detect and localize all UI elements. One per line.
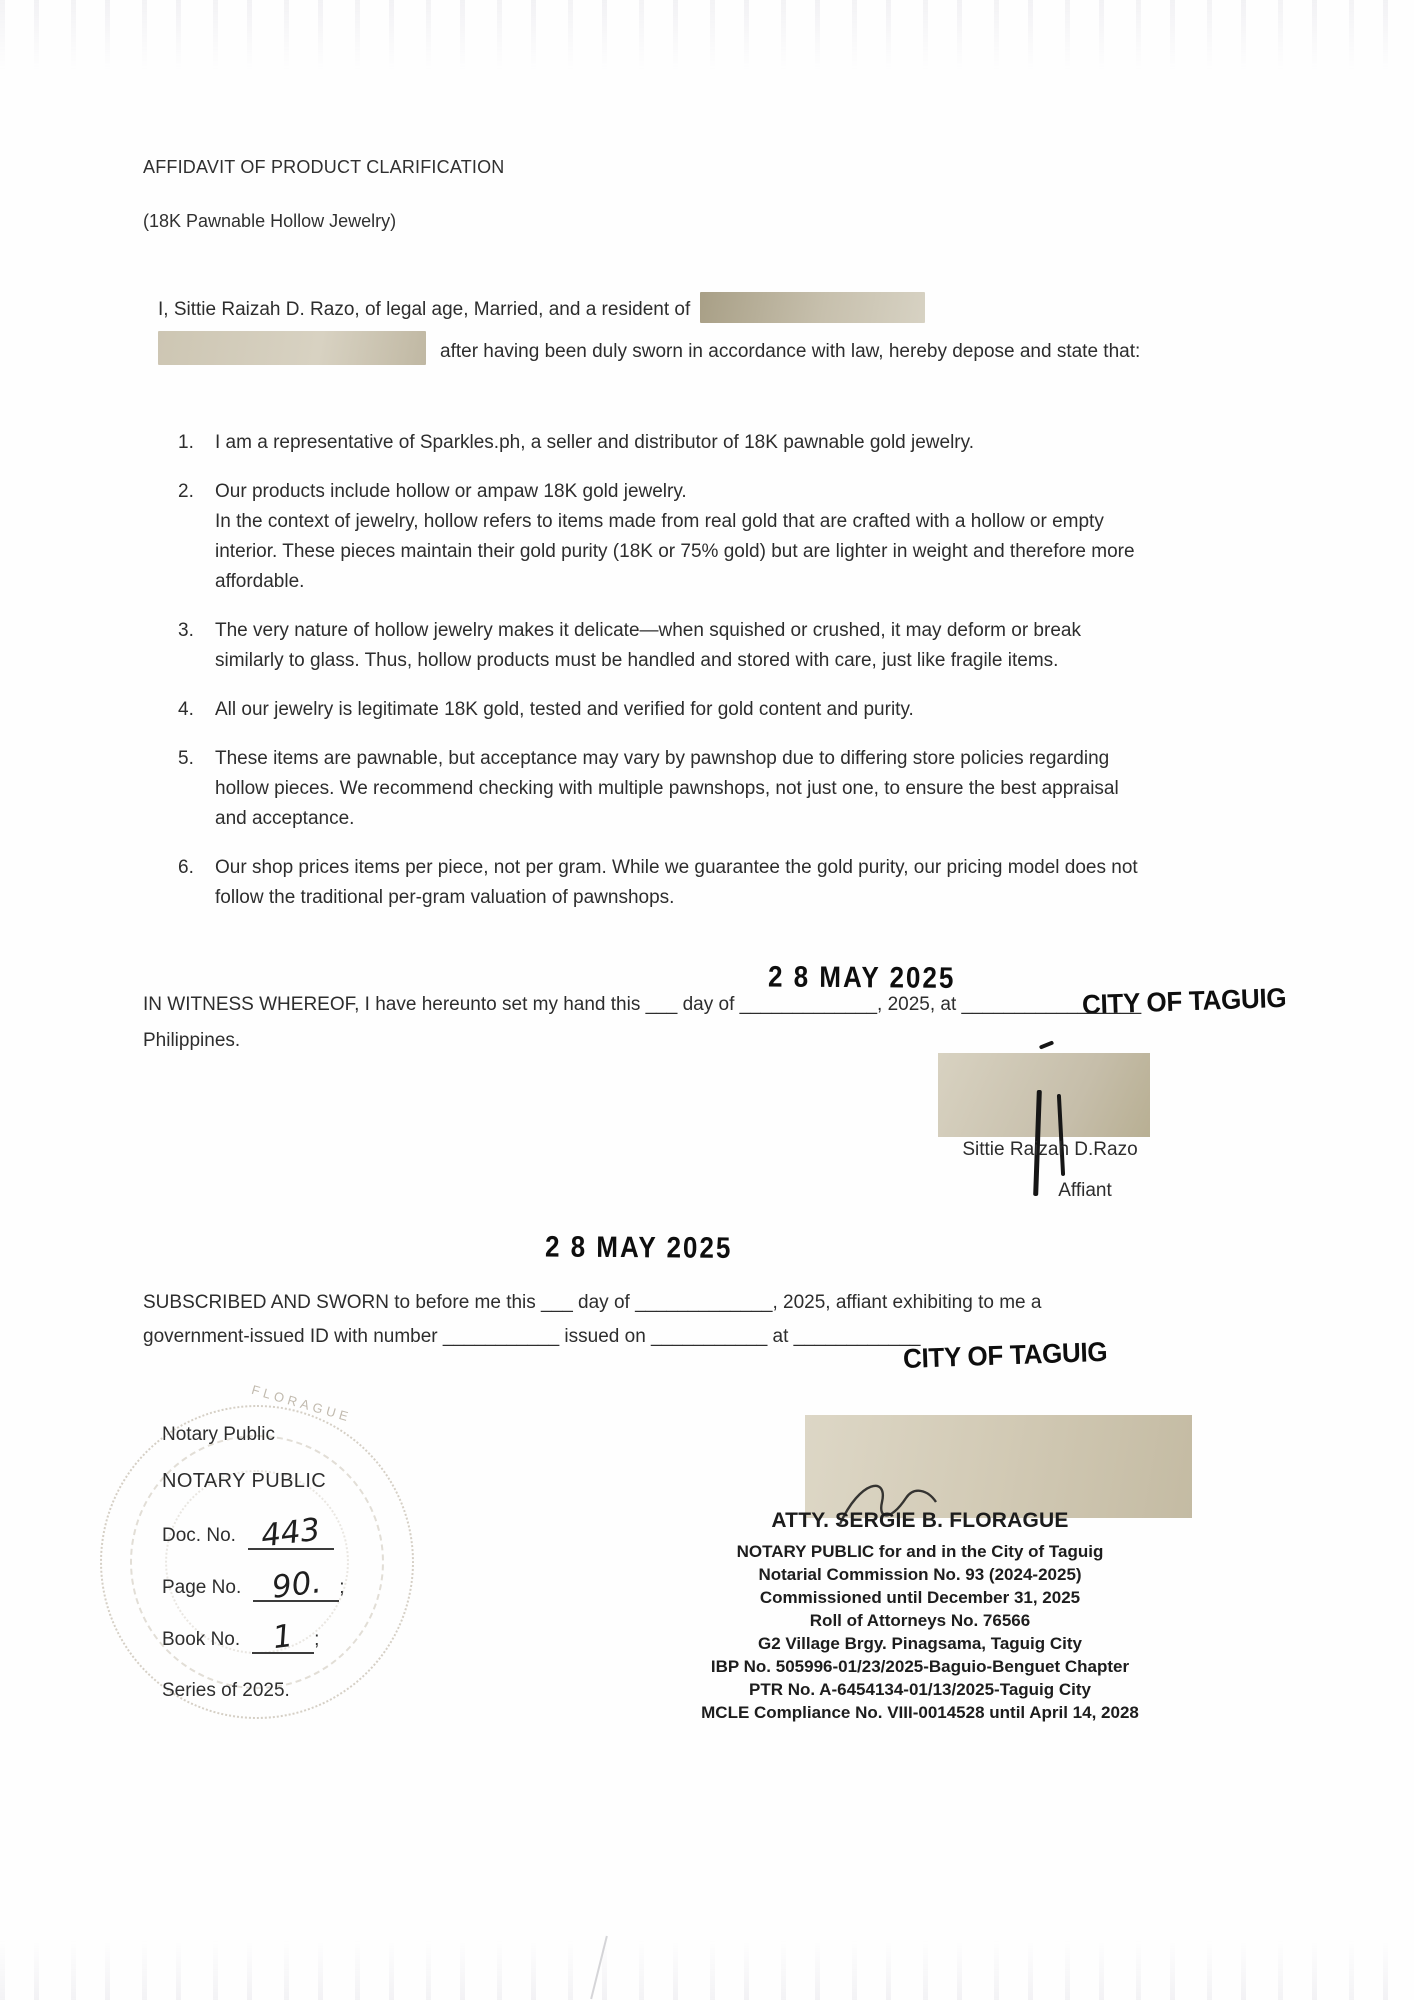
scan-scratch-mark <box>590 1936 608 2000</box>
opening-line-1 <box>158 292 1188 331</box>
book-no-suffix: ; <box>314 1629 320 1650</box>
page-no-suffix: ; <box>339 1577 345 1598</box>
opening-paragraph <box>158 292 1188 370</box>
affiant-label: Affiant <box>1058 1180 1112 1201</box>
statement-text: All our jewelry is legitimate 18K gold, tested and verified for gold content and purity. <box>215 699 914 720</box>
book-no-row <box>162 1617 320 1657</box>
opening-line-2 <box>158 331 1188 370</box>
redaction-box-address-2 <box>158 331 426 365</box>
statement-2-detail: In the context of jewelry, hollow refers to items made from real gold that are crafted with a hollow or empty interior. These pieces maintain their gold purity (18K or 75% gold) but are lighter in weight and therefore more affordable. <box>215 511 1135 592</box>
city-stamp-1: CITY OF TAGUIG <box>1081 981 1287 1021</box>
statement-5 <box>178 744 1143 834</box>
document-subtitle: (18K Pawnable Hollow Jewelry) <box>143 211 397 231</box>
statement-6 <box>178 853 1143 913</box>
affiant-name: Sittie Raizah D.Razo <box>962 1139 1138 1160</box>
notary-credential-line: G2 Village Brgy. Pinagsama, Taguig City <box>757 1634 1083 1653</box>
notary-credential-line: NOTARY PUBLIC for and in the City of Taguig <box>736 1542 1104 1561</box>
statement-text: These items are pawnable, but acceptance may vary by pawnshop due to differing store policies regarding hollow pieces. We recommend checking with multiple pawnshops, not just one, to ensure the best appraisal and acceptance. <box>215 748 1119 829</box>
statement-text: Our shop prices items per piece, not per gram. While we guarantee the gold purity, our pricing model does not follow the traditional per-gram valuation of pawnshops. <box>215 857 1138 908</box>
jurat-line-1: SUBSCRIBED AND SWORN to before me this ___ day of _____________, 2025, affiant exhibiting to me a <box>143 1292 1042 1313</box>
notary-public-small-label: Notary Public <box>162 1424 275 1445</box>
redaction-box-signature <box>938 1053 1150 1137</box>
statement-4 <box>178 695 1143 725</box>
doc-no-row <box>162 1511 334 1555</box>
scan-artifact-top <box>0 0 1414 70</box>
statement-number: 1. <box>178 432 194 453</box>
statement-text: The very nature of hollow jewelry makes it delicate—when squished or crushed, it may deform or break similarly to glass. Thus, hollow products must be handled and stored with care, just like fragile items. <box>215 620 1081 671</box>
doc-no-label: Doc. No. <box>162 1525 236 1546</box>
statement-number: 3. <box>178 620 194 641</box>
affidavit-statements <box>178 428 1143 932</box>
notary-credential-line: Notarial Commission No. 93 (2024-2025) <box>758 1565 1082 1584</box>
doc-no-blank <box>248 1511 334 1555</box>
scan-artifact-bottom <box>0 1940 1414 2000</box>
statement-2 <box>178 477 1143 597</box>
notary-credential-line: MCLE Compliance No. VIII-0014528 until April 14, 2028 <box>701 1703 1139 1722</box>
notary-credential-line: Commissioned until December 31, 2025 <box>759 1588 1081 1607</box>
opening-text-1: I, Sittie Raizah D. Razo, of legal age, Married, and a resident of <box>158 299 691 320</box>
book-no-blank <box>252 1617 314 1657</box>
statement-text <box>215 477 1143 597</box>
statement-3 <box>178 616 1143 676</box>
date-stamp-1: 2 8 MAY 2025 <box>767 959 956 995</box>
date-stamp-2: 2 8 MAY 2025 <box>544 1229 733 1265</box>
city-stamp-2: CITY OF TAGUIG <box>902 1335 1108 1375</box>
notary-attorney-name: ATTY. SERGIE B. FLORAGUE <box>771 1509 1069 1532</box>
opening-text-2: after having been duly sworn in accordance with law, hereby depose and state that: <box>440 341 1141 362</box>
statement-2-lead: Our products include hollow or ampaw 18K gold jewelry. <box>215 481 687 502</box>
book-no-handwritten-value: 1 <box>271 1617 296 1657</box>
notary-seal-name: FLORAGUE <box>249 1382 354 1425</box>
witness-clause-line-2: Philippines. <box>143 1030 241 1051</box>
page-no-blank <box>253 1564 339 1606</box>
notary-credential-line: Roll of Attorneys No. 76566 <box>809 1611 1031 1630</box>
witness-clause-line-1: IN WITNESS WHEREOF, I have hereunto set my hand this ___ day of _____________, 2025, at _________________ <box>143 994 1142 1015</box>
pen-mark <box>1039 1040 1054 1049</box>
doc-no-handwritten-value: 443 <box>259 1511 323 1555</box>
series-label: Series of 2025. <box>162 1680 290 1701</box>
statement-number: 5. <box>178 748 194 769</box>
notary-credential-line: PTR No. A-6454134-01/13/2025-Taguig City <box>748 1680 1092 1699</box>
statement-number: 6. <box>178 857 194 878</box>
page-no-row <box>162 1564 345 1606</box>
statement-1 <box>178 428 1143 458</box>
redaction-box-address-1 <box>700 292 925 323</box>
page-no-label: Page No. <box>162 1577 242 1598</box>
statement-number: 2. <box>178 481 194 502</box>
statement-number: 4. <box>178 699 194 720</box>
jurat-line-2: government-issued ID with number ___________ issued on ___________ at ____________ <box>143 1326 921 1347</box>
page-no-handwritten-value: 90. <box>269 1564 323 1606</box>
document-title: AFFIDAVIT OF PRODUCT CLARIFICATION <box>143 157 505 177</box>
notary-credential-line: IBP No. 505996-01/23/2025-Baguio-Benguet Chapter <box>710 1657 1130 1676</box>
notary-credentials <box>560 1540 1280 1724</box>
notary-public-label: NOTARY PUBLIC <box>162 1470 327 1492</box>
book-no-label: Book No. <box>162 1629 241 1650</box>
statement-text: I am a representative of Sparkles.ph, a seller and distributor of 18K pawnable gold jewelry. <box>215 432 975 453</box>
